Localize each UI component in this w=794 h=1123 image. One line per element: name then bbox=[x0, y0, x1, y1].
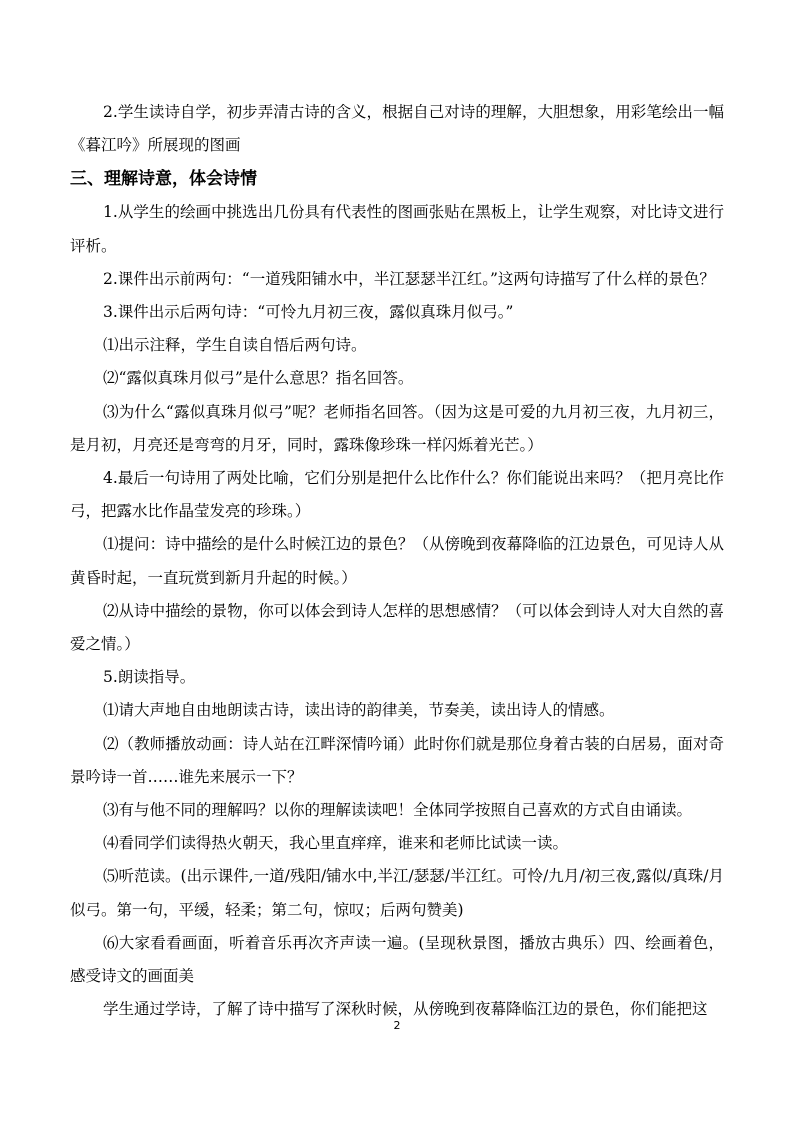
paragraph: ⑵从诗中描绘的景物，你可以体会到诗人怎样的思想感情？（可以体会到诗人对大自然的喜爱之情。） bbox=[70, 601, 724, 654]
paragraph: ⑴出示注释，学生自读自悟后两句诗。 bbox=[103, 336, 367, 355]
paragraph: ⑶有与他不同的理解吗？以你的理解读读吧！全体同学按照自己喜欢的方式自由诵读。 bbox=[103, 801, 693, 820]
page-number: 2 bbox=[393, 1019, 401, 1032]
paragraph: ⑵“露似真珠月似弓”是什么意思？指名回答。 bbox=[103, 369, 414, 388]
paragraph: 4.最后一句诗用了两处比喻，它们分别是把什么比作什么？你们能说出来吗？（把月亮比作弓，把露水比作晶莹发亮的珍珠。） bbox=[70, 469, 724, 521]
paragraph: ⑸听范读。(出示课件,一道/残阳/铺水中,半江/瑟瑟/半江红。可怜/九月/初三夜,露似/真珠/月似弓。第一句，平缓，轻柔；第二句，惊叹；后两句赞美) bbox=[70, 867, 724, 919]
paragraph: ⑶为什么“露似真珠月似弓”呢？老师指名回答。（因为这是可爱的九月初三夜，九月初三，是月初，月亮还是弯弯的月牙，同时，露珠像珍珠一样闪烁着光芒。） bbox=[70, 402, 724, 454]
paragraph: ⑴提问：诗中描绘的是什么时候江边的景色？（从傍晚到夜幕降临的江边景色，可见诗人从黄昏时起，一直玩赏到新月升起的时候。） bbox=[70, 535, 724, 587]
paragraph: 1.从学生的绘画中挑选出几份具有代表性的图画张贴在黑板上，让学生观察，对比诗文进行评析。 bbox=[70, 203, 724, 255]
paragraph: 3.课件出示后两句诗：“可怜九月初三夜，露似真珠月似弓。” bbox=[103, 303, 514, 322]
document-body bbox=[70, 96, 724, 1026]
paragraph: ⑹大家看看画面，听着音乐再次齐声读一遍。(呈现秋景图，播放古典乐）四、绘画着色，感受诗文的画面美 bbox=[70, 933, 724, 986]
paragraph: ⑴请大声地自由地朗读古诗，读出诗的韵律美，节奏美，读出诗人的情感。 bbox=[103, 701, 615, 720]
paragraph: ⑵（教师播放动画：诗人站在江畔深情吟诵）此时你们就是那位身着古装的白居易，面对奇景吟诗一首……谁先来展示一下？ bbox=[70, 734, 724, 786]
paragraph: 2.学生读诗自学，初步弄清古诗的含义，根据自己对诗的理解，大胆想象，用彩笔绘出一幅《暮江吟》所展现的图画 bbox=[70, 103, 724, 155]
paragraph: 学生通过学诗，了解了诗中描写了深秋时候，从傍晚到夜幕降临江边的景色，你们能把这 bbox=[103, 1000, 708, 1019]
paragraph: ⑷看同学们读得热火朝天，我心里直痒痒，谁来和老师比试读一读。 bbox=[103, 834, 569, 853]
paragraph: 2.课件出示前两句：“一道残阳铺水中，半江瑟瑟半江红。”这两句诗描写了什么样的景色？ bbox=[103, 269, 715, 288]
section-heading: 三、理解诗意，体会诗情 bbox=[70, 169, 257, 190]
paragraph: 5.朗读指导。 bbox=[103, 668, 196, 687]
